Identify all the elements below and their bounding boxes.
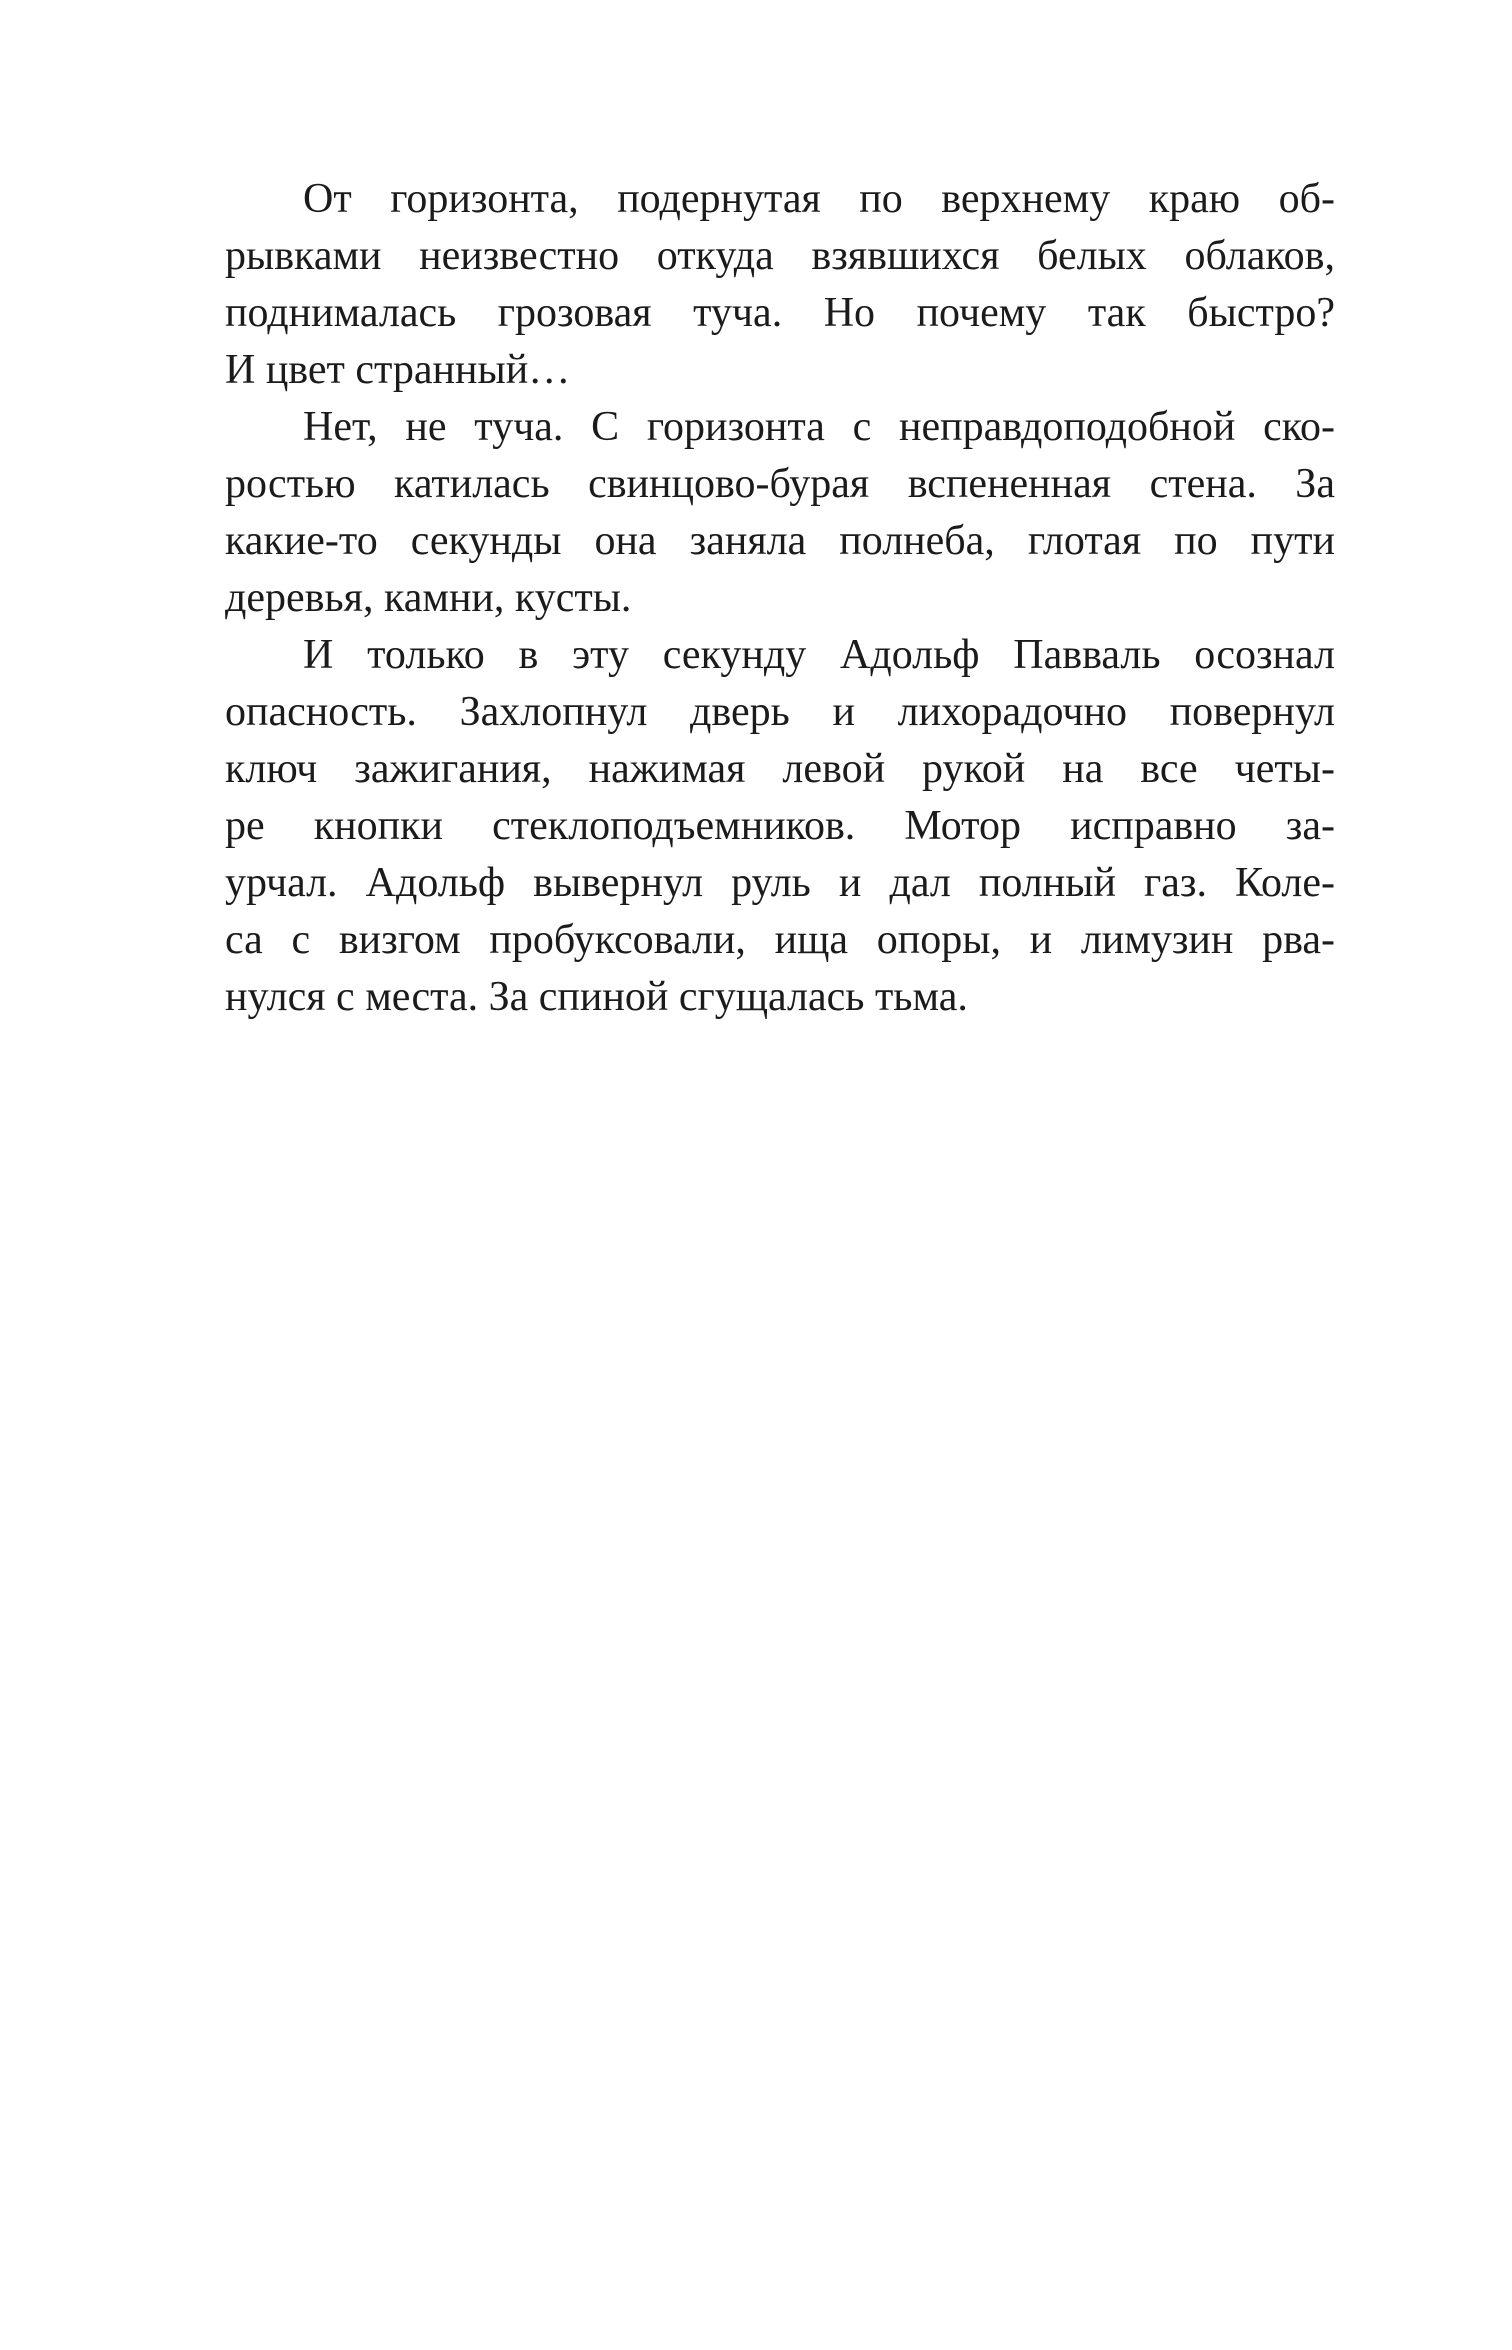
text-line: урчал. Адольф вывернул руль и дал полный газ. Коле- bbox=[225, 860, 1335, 906]
text-line: И цвет странный… bbox=[225, 347, 571, 393]
text-line: ростью катилась свинцово-бурая вспененная стена. За bbox=[225, 461, 1335, 507]
text-line: са с визгом пробуксовали, ища опоры, и лимузин рва- bbox=[225, 917, 1335, 963]
text-line: какие-то секунды она заняла полнеба, глотая по пути bbox=[225, 518, 1335, 564]
text-line: От горизонта, подернутая по верхнему краю об- bbox=[303, 176, 1335, 222]
text-line: ключ зажигания, нажимая левой рукой на все четы- bbox=[225, 746, 1335, 792]
paragraph bbox=[225, 627, 1335, 1026]
text-line: деревья, камни, кусты. bbox=[225, 575, 632, 621]
text-line: И только в эту секунду Адольф Павваль осознал bbox=[303, 632, 1335, 678]
text-line: рывками неизвестно откуда взявшихся белых облаков, bbox=[225, 233, 1335, 279]
text-line: нулся с места. За спиной сгущалась тьма. bbox=[225, 974, 968, 1020]
text-line: Нет, не туча. С горизонта с неправдоподобной ско- bbox=[303, 404, 1335, 450]
paragraph bbox=[225, 171, 1335, 399]
paragraph bbox=[225, 399, 1335, 627]
text-line: ре кнопки стеклоподъемников. Мотор исправно за- bbox=[225, 803, 1335, 849]
text-line: опасность. Захлопнул дверь и лихорадочно повернул bbox=[225, 689, 1335, 735]
text-line: поднималась грозовая туча. Но почему так быстро? bbox=[225, 290, 1335, 336]
text-column bbox=[225, 171, 1335, 1026]
